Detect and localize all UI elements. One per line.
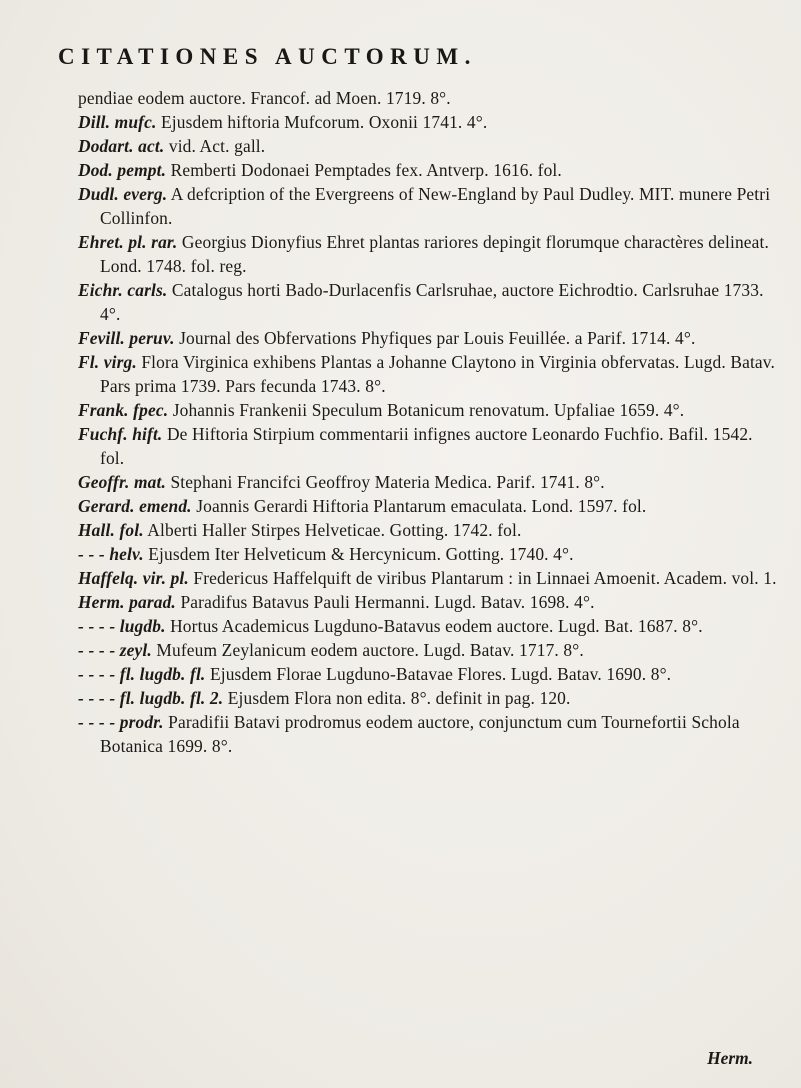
citation-abbreviation: Fl. virg. (78, 352, 137, 372)
citation-text: Georgius Dionyfius Ehret plantas rariores depingit florumque charactères delineat. Lond. 1748. fol. reg. (100, 232, 770, 276)
citation-entry (78, 350, 778, 398)
citation-text: vid. Act. gall. (168, 136, 266, 156)
citation-abbreviation: - - - - zeyl. (78, 640, 152, 660)
citation-entry (78, 638, 778, 662)
citation-abbreviation: - - - helv. (78, 544, 144, 564)
citation-entry (78, 110, 778, 134)
citation-text: Ejusdem Florae Lugduno-Batavae Flores. Lugd. Batav. 1690. 8°. (209, 664, 672, 684)
citation-text: A defcription of the Evergreens of New-England by Paul Dudley. MIT. munere Petri Collinfon. (100, 184, 771, 228)
citation-text: Johannis Frankenii Speculum Botanicum renovatum. Upfaliae 1659. 4°. (172, 400, 685, 420)
citation-abbreviation: Dudl. everg. (78, 184, 168, 204)
citation-entry (78, 278, 778, 326)
citation-entry (78, 686, 778, 710)
citation-text: Ejusdem Flora non edita. 8°. definit in pag. 120. (227, 688, 571, 708)
citation-text: Fredericus Haffelquift de viribus Plantarum : in Linnaei Amoenit. Academ. vol. 1. (193, 568, 777, 588)
citation-text: Ejusdem hiftoria Mufcorum. Oxonii 1741. 4°. (160, 112, 488, 132)
citation-text: Hortus Academicus Lugduno-Batavus eodem auctore. Lugd. Bat. 1687. 8°. (170, 616, 703, 636)
citation-entry (78, 230, 778, 278)
citation-abbreviation: Ehret. pl. rar. (78, 232, 178, 252)
citation-entry (78, 566, 778, 590)
citation-abbreviation: Fevill. peruv. (78, 328, 175, 348)
citation-text: Paradifii Batavi prodromus eodem auctore, conjunctum cum Tournefortii Schola Botanica 1699. 8°. (100, 712, 740, 756)
citation-entry (78, 158, 778, 182)
citation-entry (78, 542, 778, 566)
citation-entry (78, 470, 778, 494)
citation-text: Paradifus Batavus Pauli Hermanni. Lugd. Batav. 1698. 4°. (180, 592, 595, 612)
catchword: Herm. (707, 1048, 753, 1068)
citation-text: Catalogus horti Bado-Durlacenfis Carlsruhae, auctore Eichrodtio. Carlsruhae 1733. 4°. (100, 280, 764, 324)
citation-abbreviation: Dodart. act. (78, 136, 165, 156)
citation-entry (78, 710, 778, 758)
citation-abbreviation: - - - - prodr. (78, 712, 164, 732)
citation-entry (78, 662, 778, 686)
citation-entry (78, 422, 778, 470)
citation-abbreviation: Geoffr. mat. (78, 472, 166, 492)
citation-abbreviation: Eichr. carls. (78, 280, 168, 300)
citation-abbreviation: Dod. pempt. (78, 160, 167, 180)
citation-abbreviation: Fuchf. hift. (78, 424, 163, 444)
page-header: CITATIONES AUCTORUM. (58, 44, 477, 69)
citation-abbreviation: Herm. parad. (78, 592, 176, 612)
citation-entry (78, 518, 778, 542)
citation-abbreviation: Gerard. emend. (78, 496, 192, 516)
citation-text: Remberti Dodonaei Pemptades fex. Antverp. 1616. fol. (170, 160, 562, 180)
citation-abbreviation: - - - - lugdb. (78, 616, 166, 636)
citation-entry (78, 398, 778, 422)
citation-entry (78, 134, 778, 158)
citation-text: Journal des Obfervations Phyfiques par Louis Feuillée. a Parif. 1714. 4°. (179, 328, 696, 348)
citation-list (78, 86, 778, 758)
citation-entry (78, 86, 778, 110)
citation-text: Ejusdem Iter Helveticum & Hercynicum. Gotting. 1740. 4°. (148, 544, 574, 564)
citation-text: pendiae eodem auctore. Francof. ad Moen. 1719. 8°. (78, 88, 451, 108)
citation-entry (78, 494, 778, 518)
citation-abbreviation: Frank. fpec. (78, 400, 169, 420)
citation-text: Stephani Francifci Geoffroy Materia Medica. Parif. 1741. 8°. (170, 472, 605, 492)
citation-abbreviation: Haffelq. vir. pl. (78, 568, 189, 588)
citation-entry (78, 614, 778, 638)
citation-text: Joannis Gerardi Hiftoria Plantarum emaculata. Lond. 1597. fol. (196, 496, 647, 516)
citation-text: De Hiftoria Stirpium commentarii infignes auctore Leonardo Fuchfio. Bafil. 1542. fol. (100, 424, 753, 468)
citation-abbreviation: - - - - fl. lugdb. fl. (78, 664, 206, 684)
citation-abbreviation: Hall. fol. (78, 520, 144, 540)
citation-entry (78, 182, 778, 230)
citation-text: Mufeum Zeylanicum eodem auctore. Lugd. Batav. 1717. 8°. (156, 640, 584, 660)
citation-text: Flora Virginica exhibens Plantas a Johanne Claytono in Virginia obfervatas. Lugd. Batav. Pars prima 1739. Pars fecunda 1743. 8°. (100, 352, 776, 396)
citation-abbreviation: - - - - fl. lugdb. fl. 2. (78, 688, 224, 708)
citation-text: Alberti Haller Stirpes Helveticae. Gotting. 1742. fol. (147, 520, 522, 540)
citation-entry (78, 326, 778, 350)
citation-entry (78, 590, 778, 614)
citation-abbreviation: Dill. mufc. (78, 112, 157, 132)
